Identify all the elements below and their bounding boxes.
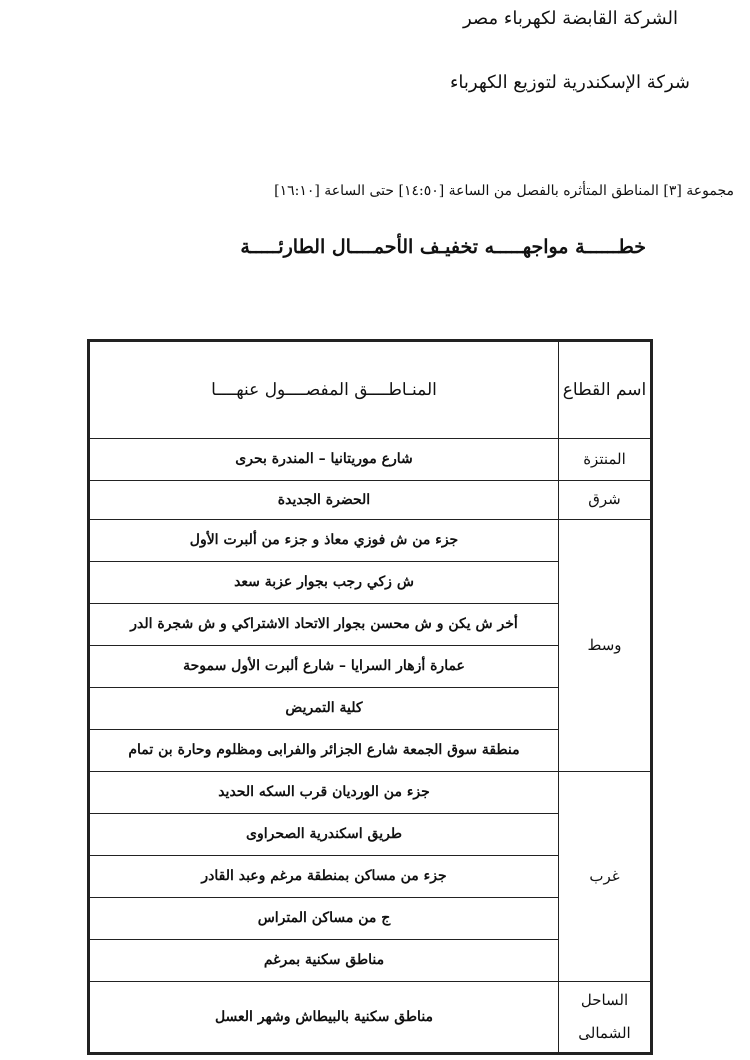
areas-column-header: المنـاطــــق المفصــــول عنهــــا: [90, 342, 559, 439]
table-row: [90, 982, 651, 1053]
area-cell: أخر ش يكن و ش محسن بجوار الاتحاد الاشتراكي و ش شجرة الدر: [90, 604, 559, 646]
area-cell: ج من مساكن المتراس: [90, 898, 559, 940]
sector-cell-east: شرق: [559, 481, 651, 520]
plan-title: خطــــــة مواجهـــــه تخفيـف الأحمــــال الطارئـــــة: [240, 236, 646, 258]
area-cell: منطقة سوق الجمعة شارع الجزائر والفرابى ومظلوم وحارة بن تمام: [90, 730, 559, 772]
sector-cell-montaza: المنتزة: [559, 439, 651, 481]
area-cell: جزء من ش فوزي معاذ و جزء من ألبرت الأول: [90, 520, 559, 562]
area-cell: الحضرة الجديدة: [90, 481, 559, 520]
sector-column-header: اسم القطاع: [559, 342, 651, 439]
table-row: [90, 439, 651, 481]
table-header-row: [90, 342, 651, 439]
holding-company-name: الشركة القابضة لكهرباء مصر: [463, 8, 678, 29]
area-cell: جزء من الورديان قرب السكه الحديد: [90, 772, 559, 814]
area-cell: ش زكي رجب بجوار عزبة سعد: [90, 562, 559, 604]
sector-cell-central: وسط: [559, 520, 651, 772]
group-schedule-line: مجموعة [٣] المناطق المتأثره بالفصل من الساعة [١٤:٥٠] حتى الساعة [١٦:١٠]: [274, 183, 734, 199]
area-cell: جزء من مساكن بمنطقة مرغم وعبد القادر: [90, 856, 559, 898]
sector-cell-north-coast: [559, 982, 651, 1053]
table-row: [90, 772, 651, 814]
area-cell: شارع موريتانيا – المندرة بحرى: [90, 439, 559, 481]
area-cell: طريق اسكندرية الصحراوى: [90, 814, 559, 856]
area-cell: كلية التمريض: [90, 688, 559, 730]
sector-cell-west: غرب: [559, 772, 651, 982]
table-row: [90, 481, 651, 520]
alexandria-company-name: شركة الإسكندرية لتوزيع الكهرباء: [449, 72, 690, 93]
load-shedding-table: [87, 339, 653, 1055]
sector-name-line1: الساحل: [580, 991, 629, 1009]
area-cell: مناطق سكنية بالبيطاش وشهر العسل: [90, 982, 559, 1053]
area-cell: عمارة أزهار السرايا – شارع ألبرت الأول سموحة: [90, 646, 559, 688]
sector-name-line2: الشمالى: [578, 1024, 631, 1042]
area-cell: مناطق سكنية بمرغم: [90, 940, 559, 982]
table-row: [90, 520, 651, 562]
